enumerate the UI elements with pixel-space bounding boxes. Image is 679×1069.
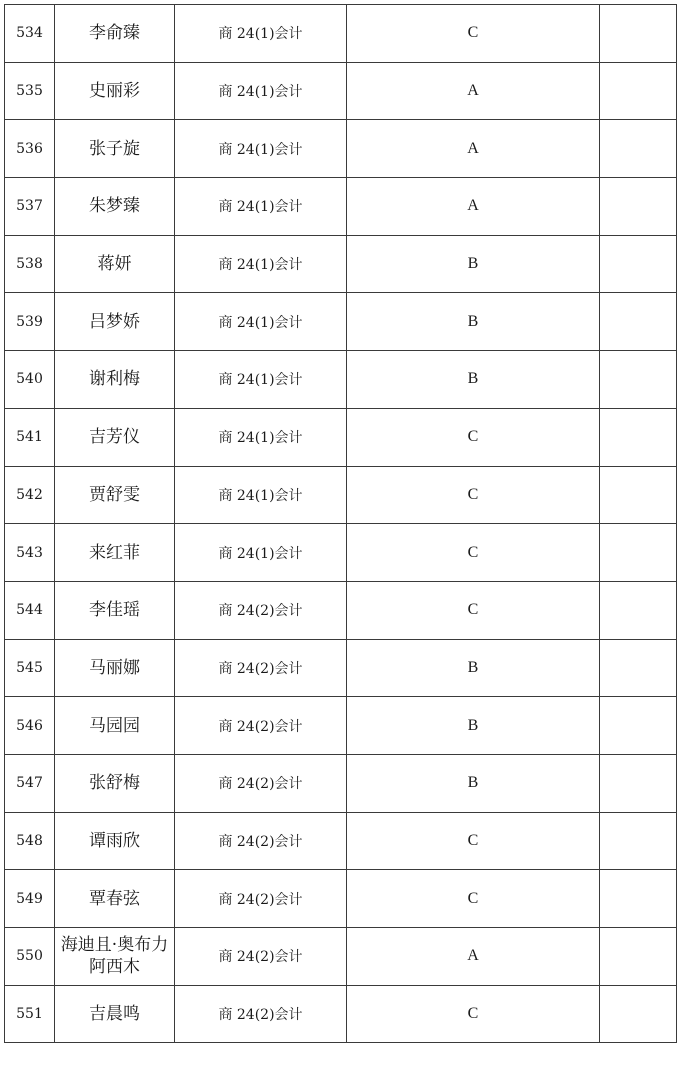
class-name: 商 24(2)会计: [218, 660, 303, 677]
row-number: 544: [16, 602, 43, 619]
student-name-cell: [55, 351, 175, 409]
class-name-cell: [175, 351, 347, 409]
grade-cell: [347, 985, 600, 1043]
row-number: 551: [16, 1006, 43, 1023]
student-name: 谢利梅: [89, 369, 140, 390]
class-name: 商 24(2)会计: [218, 891, 303, 908]
student-name: 李佳瑶: [89, 600, 140, 621]
row-number-cell: [5, 985, 55, 1043]
row-number: 537: [16, 198, 43, 215]
student-name-cell: [55, 985, 175, 1043]
grade-cell: [347, 581, 600, 639]
class-name: 商 24(2)会计: [218, 833, 303, 850]
student-name: 蒋妍: [97, 254, 132, 275]
student-grade-table: [4, 4, 677, 1043]
grade: A: [467, 139, 479, 157]
student-name-cell: [55, 697, 175, 755]
row-number-cell: [5, 466, 55, 524]
student-name-cell: [55, 178, 175, 236]
row-number: 534: [16, 25, 43, 42]
grade-cell: [347, 62, 600, 120]
class-name-cell: [175, 235, 347, 293]
class-name-cell: [175, 120, 347, 178]
row-number-cell: [5, 351, 55, 409]
row-number-cell: [5, 754, 55, 812]
row-number: 535: [16, 83, 43, 100]
class-name-cell: [175, 524, 347, 582]
table-row: [5, 62, 677, 120]
row-number: 543: [16, 544, 43, 561]
grade: B: [467, 716, 479, 734]
remarks-cell: [600, 870, 677, 928]
class-name: 商 24(1)会计: [218, 430, 303, 447]
remarks-cell: [600, 754, 677, 812]
grade: C: [467, 543, 479, 561]
row-number-cell: [5, 235, 55, 293]
table-row: [5, 928, 677, 986]
row-number-cell: [5, 178, 55, 236]
student-name: 马丽娜: [89, 657, 140, 678]
class-name: 商 24(1)会计: [218, 199, 303, 216]
student-name-cell: [55, 812, 175, 870]
grade-cell: [347, 5, 600, 63]
class-name: 商 24(1)会计: [218, 141, 303, 158]
table-row: [5, 120, 677, 178]
student-name: 吕梦娇: [89, 311, 140, 332]
row-number-cell: [5, 408, 55, 466]
grade: B: [467, 255, 479, 273]
class-name: 商 24(1)会计: [218, 372, 303, 389]
student-name-cell: [55, 928, 175, 986]
class-name-cell: [175, 581, 347, 639]
grade-cell: [347, 178, 600, 236]
table-row: [5, 697, 677, 755]
row-number-cell: [5, 812, 55, 870]
grade-cell: [347, 235, 600, 293]
remarks-cell: [600, 235, 677, 293]
remarks-cell: [600, 62, 677, 120]
grade-cell: [347, 351, 600, 409]
remarks-cell: [600, 581, 677, 639]
student-name: 海迪且·奥布力阿西木: [60, 935, 169, 978]
row-number-cell: [5, 120, 55, 178]
grade: C: [467, 831, 479, 849]
table-row: [5, 870, 677, 928]
student-name: 马园园: [89, 715, 140, 736]
student-name-cell: [55, 62, 175, 120]
remarks-cell: [600, 120, 677, 178]
remarks-cell: [600, 985, 677, 1043]
class-name: 商 24(1)会计: [218, 314, 303, 331]
remarks-cell: [600, 5, 677, 63]
table-row: [5, 235, 677, 293]
grade-cell: [347, 928, 600, 986]
class-name-cell: [175, 985, 347, 1043]
remarks-cell: [600, 408, 677, 466]
remarks-cell: [600, 639, 677, 697]
student-name-cell: [55, 524, 175, 582]
row-number: 547: [16, 775, 43, 792]
student-name-cell: [55, 466, 175, 524]
row-number: 545: [16, 659, 43, 676]
grade: B: [467, 658, 479, 676]
remarks-cell: [600, 178, 677, 236]
table-row: [5, 466, 677, 524]
table-row: [5, 639, 677, 697]
class-name: 商 24(2)会计: [218, 776, 303, 793]
grade: C: [467, 1005, 479, 1023]
table-row: [5, 351, 677, 409]
grade-cell: [347, 466, 600, 524]
remarks-cell: [600, 524, 677, 582]
grade: B: [467, 774, 479, 792]
student-name-cell: [55, 639, 175, 697]
table-row: [5, 293, 677, 351]
class-name-cell: [175, 293, 347, 351]
student-name: 贾舒雯: [89, 484, 140, 505]
row-number: 548: [16, 832, 43, 849]
student-name-cell: [55, 581, 175, 639]
table-row: [5, 5, 677, 63]
student-name: 史丽彩: [89, 81, 140, 102]
class-name-cell: [175, 697, 347, 755]
class-name: 商 24(2)会计: [218, 949, 303, 966]
row-number-cell: [5, 524, 55, 582]
class-name-cell: [175, 408, 347, 466]
student-name-cell: [55, 235, 175, 293]
row-number: 542: [16, 486, 43, 503]
grade: A: [467, 947, 479, 965]
student-name: 张子旋: [89, 138, 140, 159]
row-number: 541: [16, 429, 43, 446]
grade-cell: [347, 754, 600, 812]
row-number-cell: [5, 581, 55, 639]
table-row: [5, 754, 677, 812]
grade: B: [467, 370, 479, 388]
class-name: 商 24(2)会计: [218, 718, 303, 735]
row-number: 536: [16, 140, 43, 157]
grade-cell: [347, 408, 600, 466]
class-name: 商 24(1)会计: [218, 84, 303, 101]
class-name-cell: [175, 466, 347, 524]
row-number-cell: [5, 639, 55, 697]
grade: A: [467, 82, 479, 100]
class-name-cell: [175, 812, 347, 870]
student-name: 覃春弦: [89, 888, 140, 909]
class-name-cell: [175, 5, 347, 63]
remarks-cell: [600, 812, 677, 870]
grade: C: [467, 601, 479, 619]
student-name: 谭雨欣: [89, 830, 140, 851]
student-name: 来红菲: [89, 542, 140, 563]
grade-cell: [347, 293, 600, 351]
student-name-cell: [55, 870, 175, 928]
row-number: 538: [16, 256, 43, 273]
grade-cell: [347, 812, 600, 870]
table-row: [5, 524, 677, 582]
student-name-cell: [55, 120, 175, 178]
row-number-cell: [5, 5, 55, 63]
class-name-cell: [175, 870, 347, 928]
remarks-cell: [600, 928, 677, 986]
grade-cell: [347, 120, 600, 178]
class-name-cell: [175, 928, 347, 986]
row-number-cell: [5, 293, 55, 351]
student-name-cell: [55, 408, 175, 466]
grade: C: [467, 889, 479, 907]
row-number: 540: [16, 371, 43, 388]
grade: B: [467, 312, 479, 330]
remarks-cell: [600, 466, 677, 524]
row-number: 549: [16, 890, 43, 907]
class-name: 商 24(2)会计: [218, 1007, 303, 1024]
student-name: 吉芳仪: [89, 427, 140, 448]
grade: C: [467, 485, 479, 503]
row-number-cell: [5, 697, 55, 755]
class-name-cell: [175, 754, 347, 812]
class-name-cell: [175, 178, 347, 236]
row-number-cell: [5, 62, 55, 120]
student-name: 朱梦臻: [89, 196, 140, 217]
student-name-cell: [55, 754, 175, 812]
grade-cell: [347, 870, 600, 928]
class-name: 商 24(1)会计: [218, 487, 303, 504]
row-number-cell: [5, 870, 55, 928]
table-row: [5, 985, 677, 1043]
student-name: 吉晨鸣: [89, 1004, 140, 1025]
student-name-cell: [55, 293, 175, 351]
row-number: 546: [16, 717, 43, 734]
student-name: 李俞臻: [89, 23, 140, 44]
grade: C: [467, 428, 479, 446]
grade-cell: [347, 697, 600, 755]
table-body: [5, 5, 677, 1043]
student-name: 张舒梅: [89, 773, 140, 794]
row-number: 550: [16, 948, 43, 965]
table-row: [5, 581, 677, 639]
remarks-cell: [600, 293, 677, 351]
table-row: [5, 812, 677, 870]
table-row: [5, 178, 677, 236]
class-name: 商 24(1)会计: [218, 26, 303, 43]
class-name-cell: [175, 62, 347, 120]
grade-cell: [347, 639, 600, 697]
remarks-cell: [600, 697, 677, 755]
row-number-cell: [5, 928, 55, 986]
class-name: 商 24(1)会计: [218, 257, 303, 274]
remarks-cell: [600, 351, 677, 409]
grade: A: [467, 197, 479, 215]
student-name-cell: [55, 5, 175, 63]
row-number: 539: [16, 313, 43, 330]
class-name: 商 24(2)会计: [218, 603, 303, 620]
class-name: 商 24(1)会计: [218, 545, 303, 562]
grade: C: [467, 24, 479, 42]
grade-cell: [347, 524, 600, 582]
table-row: [5, 408, 677, 466]
class-name-cell: [175, 639, 347, 697]
